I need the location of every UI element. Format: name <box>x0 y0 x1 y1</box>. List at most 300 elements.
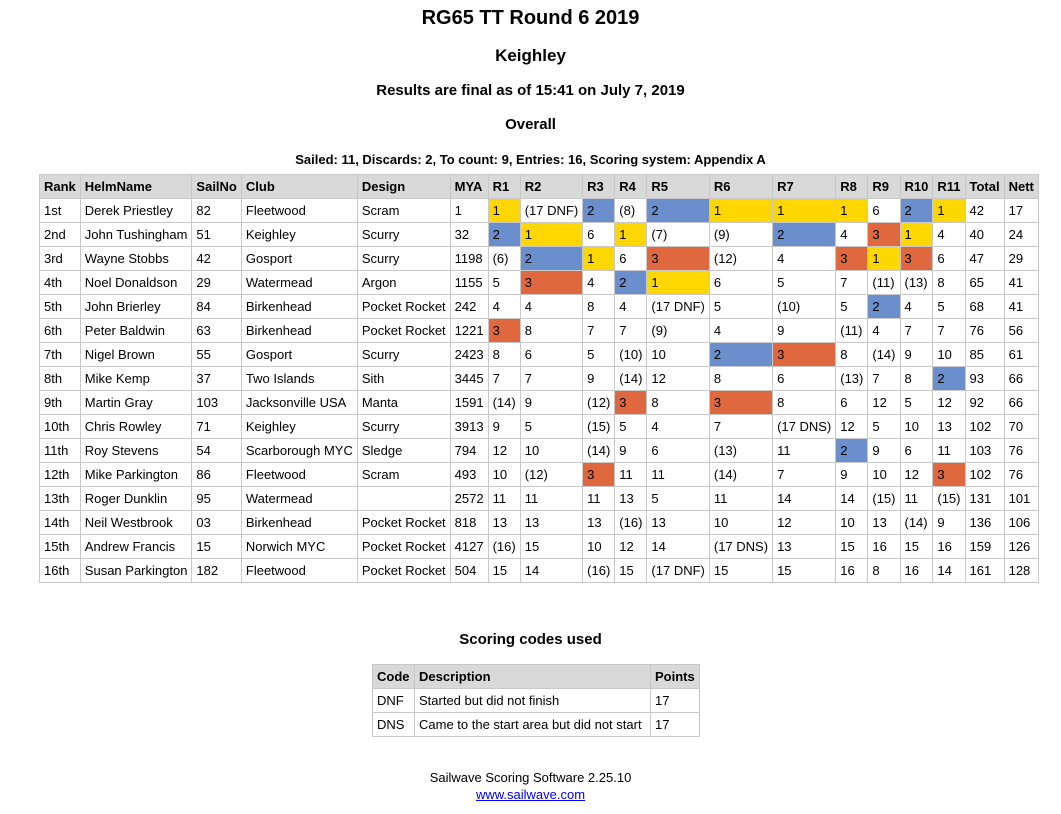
cell-sailno: 54 <box>192 439 241 463</box>
cell-r11: 3 <box>933 463 965 487</box>
cell-rank: 8th <box>40 367 81 391</box>
column-header-r4: R4 <box>615 175 647 199</box>
cell-rank: 11th <box>40 439 81 463</box>
cell-sailno: 29 <box>192 271 241 295</box>
cell-sailno: 63 <box>192 319 241 343</box>
cell-r5: 10 <box>647 343 709 367</box>
cell-r8: 5 <box>836 295 868 319</box>
scoring-codes-table <box>372 664 700 737</box>
results-row <box>40 535 1039 559</box>
cell-r10: (13) <box>900 271 933 295</box>
cell-sailno: 71 <box>192 415 241 439</box>
cell-r9: 16 <box>868 535 900 559</box>
cell-r5: (17 DNF) <box>647 559 709 583</box>
cell-helmname: Mike Parkington <box>80 463 192 487</box>
cell-r7: (17 DNS) <box>773 415 836 439</box>
cell-r8: 7 <box>836 271 868 295</box>
cell-total: 92 <box>965 391 1004 415</box>
cell-r5: 6 <box>647 439 709 463</box>
cell-total: 68 <box>965 295 1004 319</box>
cell-r2: 15 <box>520 535 582 559</box>
cell-r2: 4 <box>520 295 582 319</box>
scoring-codes-header-row <box>373 665 700 689</box>
cell-r10: 4 <box>900 295 933 319</box>
cell-r11: 6 <box>933 247 965 271</box>
cell-r6: 6 <box>709 271 772 295</box>
cell-r7: 5 <box>773 271 836 295</box>
cell-r11: 2 <box>933 367 965 391</box>
cell-club: Gosport <box>241 343 357 367</box>
cell-r6: 1 <box>709 199 772 223</box>
column-header-rank: Rank <box>40 175 81 199</box>
cell-r10: 6 <box>900 439 933 463</box>
cell-total: 85 <box>965 343 1004 367</box>
cell-nett: 66 <box>1004 367 1038 391</box>
cell-r9: 9 <box>868 439 900 463</box>
cell-design: Pocket Rocket <box>357 511 450 535</box>
cell-sailno: 42 <box>192 247 241 271</box>
cell-r5: 13 <box>647 511 709 535</box>
cell-r1: 3 <box>488 319 520 343</box>
cell-r6: (14) <box>709 463 772 487</box>
results-row <box>40 271 1039 295</box>
cell-club: Keighley <box>241 415 357 439</box>
cell-r5: (17 DNF) <box>647 295 709 319</box>
section-heading: Overall <box>505 116 556 133</box>
results-row <box>40 415 1039 439</box>
results-row <box>40 391 1039 415</box>
cell-club: Birkenhead <box>241 511 357 535</box>
cell-r6: 3 <box>709 391 772 415</box>
cell-rank: 3rd <box>40 247 81 271</box>
cell-helmname: Derek Priestley <box>80 199 192 223</box>
cell-helmname: Martin Gray <box>80 391 192 415</box>
cell-r5: 3 <box>647 247 709 271</box>
column-header-r1: R1 <box>488 175 520 199</box>
cell-nett: 24 <box>1004 223 1038 247</box>
cell-r1: 7 <box>488 367 520 391</box>
cell-r4: 7 <box>615 319 647 343</box>
cell-total: 47 <box>965 247 1004 271</box>
cell-design: Pocket Rocket <box>357 535 450 559</box>
cell-mya: 1198 <box>450 247 488 271</box>
cell-r9: (15) <box>868 487 900 511</box>
cell-nett: 106 <box>1004 511 1038 535</box>
results-status: Results are final as of 15:41 on July 7, 2019 <box>376 82 685 99</box>
sailwave-link[interactable]: www.sailwave.com <box>475 787 586 802</box>
cell-design <box>357 487 450 511</box>
cell-rank: 1st <box>40 199 81 223</box>
cell-r4: 9 <box>615 439 647 463</box>
cell-r2: 9 <box>520 391 582 415</box>
cell-r10: 7 <box>900 319 933 343</box>
cell-design: Pocket Rocket <box>357 559 450 583</box>
cell-nett: 101 <box>1004 487 1038 511</box>
cell-mya: 1591 <box>450 391 488 415</box>
cell-helmname: Neil Westbrook <box>80 511 192 535</box>
cell-r2: 13 <box>520 511 582 535</box>
cell-r5: 8 <box>647 391 709 415</box>
cell-r7: 7 <box>773 463 836 487</box>
cell-r4: (10) <box>615 343 647 367</box>
cell-r11: 8 <box>933 271 965 295</box>
cell-mya: 2423 <box>450 343 488 367</box>
cell-design: Manta <box>357 391 450 415</box>
column-header-r6: R6 <box>709 175 772 199</box>
venue-heading: Keighley <box>495 46 566 65</box>
cell-r3: 9 <box>583 367 615 391</box>
cell-code: DNS <box>373 713 415 737</box>
results-row <box>40 439 1039 463</box>
cell-r9: 6 <box>868 199 900 223</box>
column-header-club: Club <box>241 175 357 199</box>
cell-club: Watermead <box>241 271 357 295</box>
cell-r5: 4 <box>647 415 709 439</box>
cell-total: 159 <box>965 535 1004 559</box>
cell-rank: 13th <box>40 487 81 511</box>
series-summary: Sailed: 11, Discards: 2, To count: 9, Entries: 16, Scoring system: Appendix A <box>295 152 766 167</box>
cell-r4: 2 <box>615 271 647 295</box>
cell-r11: 14 <box>933 559 965 583</box>
cell-r8: 2 <box>836 439 868 463</box>
cell-mya: 818 <box>450 511 488 535</box>
cell-sailno: 55 <box>192 343 241 367</box>
cell-helmname: Nigel Brown <box>80 343 192 367</box>
cell-club: Two Islands <box>241 367 357 391</box>
results-row <box>40 295 1039 319</box>
cell-r3: 4 <box>583 271 615 295</box>
cell-nett: 128 <box>1004 559 1038 583</box>
cell-total: 161 <box>965 559 1004 583</box>
cell-r3: (15) <box>583 415 615 439</box>
cell-r9: 3 <box>868 223 900 247</box>
column-header-helmname: HelmName <box>80 175 192 199</box>
cell-r10: (14) <box>900 511 933 535</box>
cell-r6: 7 <box>709 415 772 439</box>
cell-club: Birkenhead <box>241 295 357 319</box>
results-row <box>40 367 1039 391</box>
cell-r1: (14) <box>488 391 520 415</box>
cell-r10: 8 <box>900 367 933 391</box>
cell-total: 42 <box>965 199 1004 223</box>
cell-r5: 2 <box>647 199 709 223</box>
cell-r9: (11) <box>868 271 900 295</box>
column-header-design: Design <box>357 175 450 199</box>
cell-r8: 15 <box>836 535 868 559</box>
cell-r4: 15 <box>615 559 647 583</box>
column-header-r2: R2 <box>520 175 582 199</box>
cell-r10: 10 <box>900 415 933 439</box>
scoring-code-row <box>373 689 700 713</box>
cell-helmname: John Tushingham <box>80 223 192 247</box>
cell-r4: 11 <box>615 463 647 487</box>
cell-nett: 29 <box>1004 247 1038 271</box>
column-header-code: Code <box>373 665 415 689</box>
cell-mya: 1155 <box>450 271 488 295</box>
results-row <box>40 559 1039 583</box>
results-row <box>40 463 1039 487</box>
cell-total: 131 <box>965 487 1004 511</box>
cell-r2: 6 <box>520 343 582 367</box>
cell-r7: (10) <box>773 295 836 319</box>
cell-r6: (9) <box>709 223 772 247</box>
cell-r2: 2 <box>520 247 582 271</box>
cell-r8: 3 <box>836 247 868 271</box>
cell-r3: (12) <box>583 391 615 415</box>
cell-helmname: John Brierley <box>80 295 192 319</box>
cell-design: Scurry <box>357 223 450 247</box>
cell-r6: (13) <box>709 439 772 463</box>
cell-r4: (8) <box>615 199 647 223</box>
cell-r3: 5 <box>583 343 615 367</box>
cell-mya: 794 <box>450 439 488 463</box>
cell-club: Norwich MYC <box>241 535 357 559</box>
cell-r3: (14) <box>583 439 615 463</box>
cell-r1: 2 <box>488 223 520 247</box>
cell-r3: 7 <box>583 319 615 343</box>
cell-r1: 1 <box>488 199 520 223</box>
cell-r10: 2 <box>900 199 933 223</box>
cell-r3: 3 <box>583 463 615 487</box>
cell-r11: 1 <box>933 199 965 223</box>
cell-rank: 16th <box>40 559 81 583</box>
cell-mya: 493 <box>450 463 488 487</box>
cell-helmname: Roger Dunklin <box>80 487 192 511</box>
cell-r3: 13 <box>583 511 615 535</box>
cell-sailno: 182 <box>192 559 241 583</box>
cell-rank: 5th <box>40 295 81 319</box>
cell-total: 76 <box>965 319 1004 343</box>
cell-r5: 14 <box>647 535 709 559</box>
cell-r6: 5 <box>709 295 772 319</box>
cell-nett: 41 <box>1004 271 1038 295</box>
cell-r8: (13) <box>836 367 868 391</box>
cell-r9: 7 <box>868 367 900 391</box>
cell-mya: 1 <box>450 199 488 223</box>
cell-r6: 8 <box>709 367 772 391</box>
cell-sailno: 15 <box>192 535 241 559</box>
cell-r4: 12 <box>615 535 647 559</box>
cell-r4: 1 <box>615 223 647 247</box>
cell-r1: 15 <box>488 559 520 583</box>
cell-r1: 10 <box>488 463 520 487</box>
cell-r1: (16) <box>488 535 520 559</box>
column-header-description: Description <box>415 665 651 689</box>
cell-r9: (14) <box>868 343 900 367</box>
cell-r10: 9 <box>900 343 933 367</box>
cell-r7: 11 <box>773 439 836 463</box>
cell-helmname: Chris Rowley <box>80 415 192 439</box>
cell-r2: 1 <box>520 223 582 247</box>
cell-total: 40 <box>965 223 1004 247</box>
cell-r11: 11 <box>933 439 965 463</box>
cell-design: Scram <box>357 199 450 223</box>
results-row <box>40 247 1039 271</box>
cell-r6: 10 <box>709 511 772 535</box>
results-row <box>40 511 1039 535</box>
column-header-total: Total <box>965 175 1004 199</box>
cell-mya: 242 <box>450 295 488 319</box>
cell-rank: 6th <box>40 319 81 343</box>
cell-nett: 126 <box>1004 535 1038 559</box>
cell-sailno: 84 <box>192 295 241 319</box>
cell-r2: (17 DNF) <box>520 199 582 223</box>
cell-rank: 12th <box>40 463 81 487</box>
column-header-r7: R7 <box>773 175 836 199</box>
cell-r11: 9 <box>933 511 965 535</box>
cell-r6: (17 DNS) <box>709 535 772 559</box>
cell-r1: 11 <box>488 487 520 511</box>
cell-r3: (16) <box>583 559 615 583</box>
cell-r11: 7 <box>933 319 965 343</box>
cell-nett: 56 <box>1004 319 1038 343</box>
cell-r1: 8 <box>488 343 520 367</box>
cell-r11: (15) <box>933 487 965 511</box>
cell-helmname: Susan Parkington <box>80 559 192 583</box>
cell-r2: 3 <box>520 271 582 295</box>
cell-r8: 4 <box>836 223 868 247</box>
cell-rank: 4th <box>40 271 81 295</box>
cell-r10: 3 <box>900 247 933 271</box>
cell-mya: 3913 <box>450 415 488 439</box>
cell-rank: 15th <box>40 535 81 559</box>
cell-r5: 11 <box>647 463 709 487</box>
cell-r8: 8 <box>836 343 868 367</box>
cell-points: 17 <box>651 713 700 737</box>
cell-r9: 2 <box>868 295 900 319</box>
cell-r4: (16) <box>615 511 647 535</box>
column-header-r10: R10 <box>900 175 933 199</box>
cell-total: 93 <box>965 367 1004 391</box>
cell-r11: 5 <box>933 295 965 319</box>
cell-r7: 14 <box>773 487 836 511</box>
cell-club: Birkenhead <box>241 319 357 343</box>
cell-r3: 11 <box>583 487 615 511</box>
cell-rank: 9th <box>40 391 81 415</box>
cell-r1: (6) <box>488 247 520 271</box>
column-header-r3: R3 <box>583 175 615 199</box>
cell-mya: 3445 <box>450 367 488 391</box>
cell-r10: 1 <box>900 223 933 247</box>
cell-helmname: Noel Donaldson <box>80 271 192 295</box>
cell-r9: 12 <box>868 391 900 415</box>
cell-nett: 41 <box>1004 295 1038 319</box>
cell-helmname: Peter Baldwin <box>80 319 192 343</box>
cell-r2: (12) <box>520 463 582 487</box>
cell-r10: 12 <box>900 463 933 487</box>
cell-rank: 10th <box>40 415 81 439</box>
cell-r9: 5 <box>868 415 900 439</box>
cell-r9: 13 <box>868 511 900 535</box>
cell-r11: 16 <box>933 535 965 559</box>
cell-mya: 1221 <box>450 319 488 343</box>
cell-r3: 10 <box>583 535 615 559</box>
cell-r3: 6 <box>583 223 615 247</box>
cell-design: Argon <box>357 271 450 295</box>
cell-r8: 12 <box>836 415 868 439</box>
cell-design: Pocket Rocket <box>357 319 450 343</box>
cell-r3: 8 <box>583 295 615 319</box>
cell-r9: 10 <box>868 463 900 487</box>
cell-r2: 5 <box>520 415 582 439</box>
cell-r5: (7) <box>647 223 709 247</box>
cell-r3: 2 <box>583 199 615 223</box>
cell-r5: (9) <box>647 319 709 343</box>
cell-r5: 1 <box>647 271 709 295</box>
cell-r8: (11) <box>836 319 868 343</box>
cell-club: Fleetwood <box>241 199 357 223</box>
cell-design: Pocket Rocket <box>357 295 450 319</box>
cell-r4: 4 <box>615 295 647 319</box>
cell-r7: 12 <box>773 511 836 535</box>
cell-r9: 4 <box>868 319 900 343</box>
cell-r5: 12 <box>647 367 709 391</box>
cell-r7: 6 <box>773 367 836 391</box>
column-header-r11: R11 <box>933 175 965 199</box>
cell-code: DNF <box>373 689 415 713</box>
cell-sailno: 86 <box>192 463 241 487</box>
cell-r11: 12 <box>933 391 965 415</box>
cell-helmname: Roy Stevens <box>80 439 192 463</box>
cell-r6: 15 <box>709 559 772 583</box>
scoring-codes-heading: Scoring codes used <box>459 631 602 648</box>
cell-r11: 10 <box>933 343 965 367</box>
cell-r8: 1 <box>836 199 868 223</box>
cell-r7: 3 <box>773 343 836 367</box>
cell-mya: 504 <box>450 559 488 583</box>
cell-r2: 14 <box>520 559 582 583</box>
cell-r1: 9 <box>488 415 520 439</box>
cell-helmname: Andrew Francis <box>80 535 192 559</box>
cell-r8: 16 <box>836 559 868 583</box>
column-header-points: Points <box>651 665 700 689</box>
results-table <box>39 174 1039 583</box>
cell-sailno: 37 <box>192 367 241 391</box>
cell-nett: 76 <box>1004 463 1038 487</box>
cell-r3: 1 <box>583 247 615 271</box>
cell-rank: 2nd <box>40 223 81 247</box>
cell-rank: 7th <box>40 343 81 367</box>
column-header-r8: R8 <box>836 175 868 199</box>
cell-r7: 1 <box>773 199 836 223</box>
cell-r8: 14 <box>836 487 868 511</box>
cell-nett: 76 <box>1004 439 1038 463</box>
cell-sailno: 103 <box>192 391 241 415</box>
cell-sailno: 03 <box>192 511 241 535</box>
cell-r11: 4 <box>933 223 965 247</box>
cell-sailno: 51 <box>192 223 241 247</box>
column-header-r9: R9 <box>868 175 900 199</box>
cell-r8: 6 <box>836 391 868 415</box>
column-header-mya: MYA <box>450 175 488 199</box>
cell-r6: 4 <box>709 319 772 343</box>
cell-nett: 61 <box>1004 343 1038 367</box>
cell-description: Started but did not finish <box>415 689 651 713</box>
column-header-r5: R5 <box>647 175 709 199</box>
cell-r6: 2 <box>709 343 772 367</box>
cell-design: Scram <box>357 463 450 487</box>
cell-nett: 66 <box>1004 391 1038 415</box>
cell-design: Scurry <box>357 343 450 367</box>
cell-r9: 1 <box>868 247 900 271</box>
cell-r6: 11 <box>709 487 772 511</box>
results-row <box>40 319 1039 343</box>
column-header-sailno: SailNo <box>192 175 241 199</box>
cell-total: 103 <box>965 439 1004 463</box>
cell-sailno: 82 <box>192 199 241 223</box>
scoring-code-row <box>373 713 700 737</box>
cell-r7: 4 <box>773 247 836 271</box>
